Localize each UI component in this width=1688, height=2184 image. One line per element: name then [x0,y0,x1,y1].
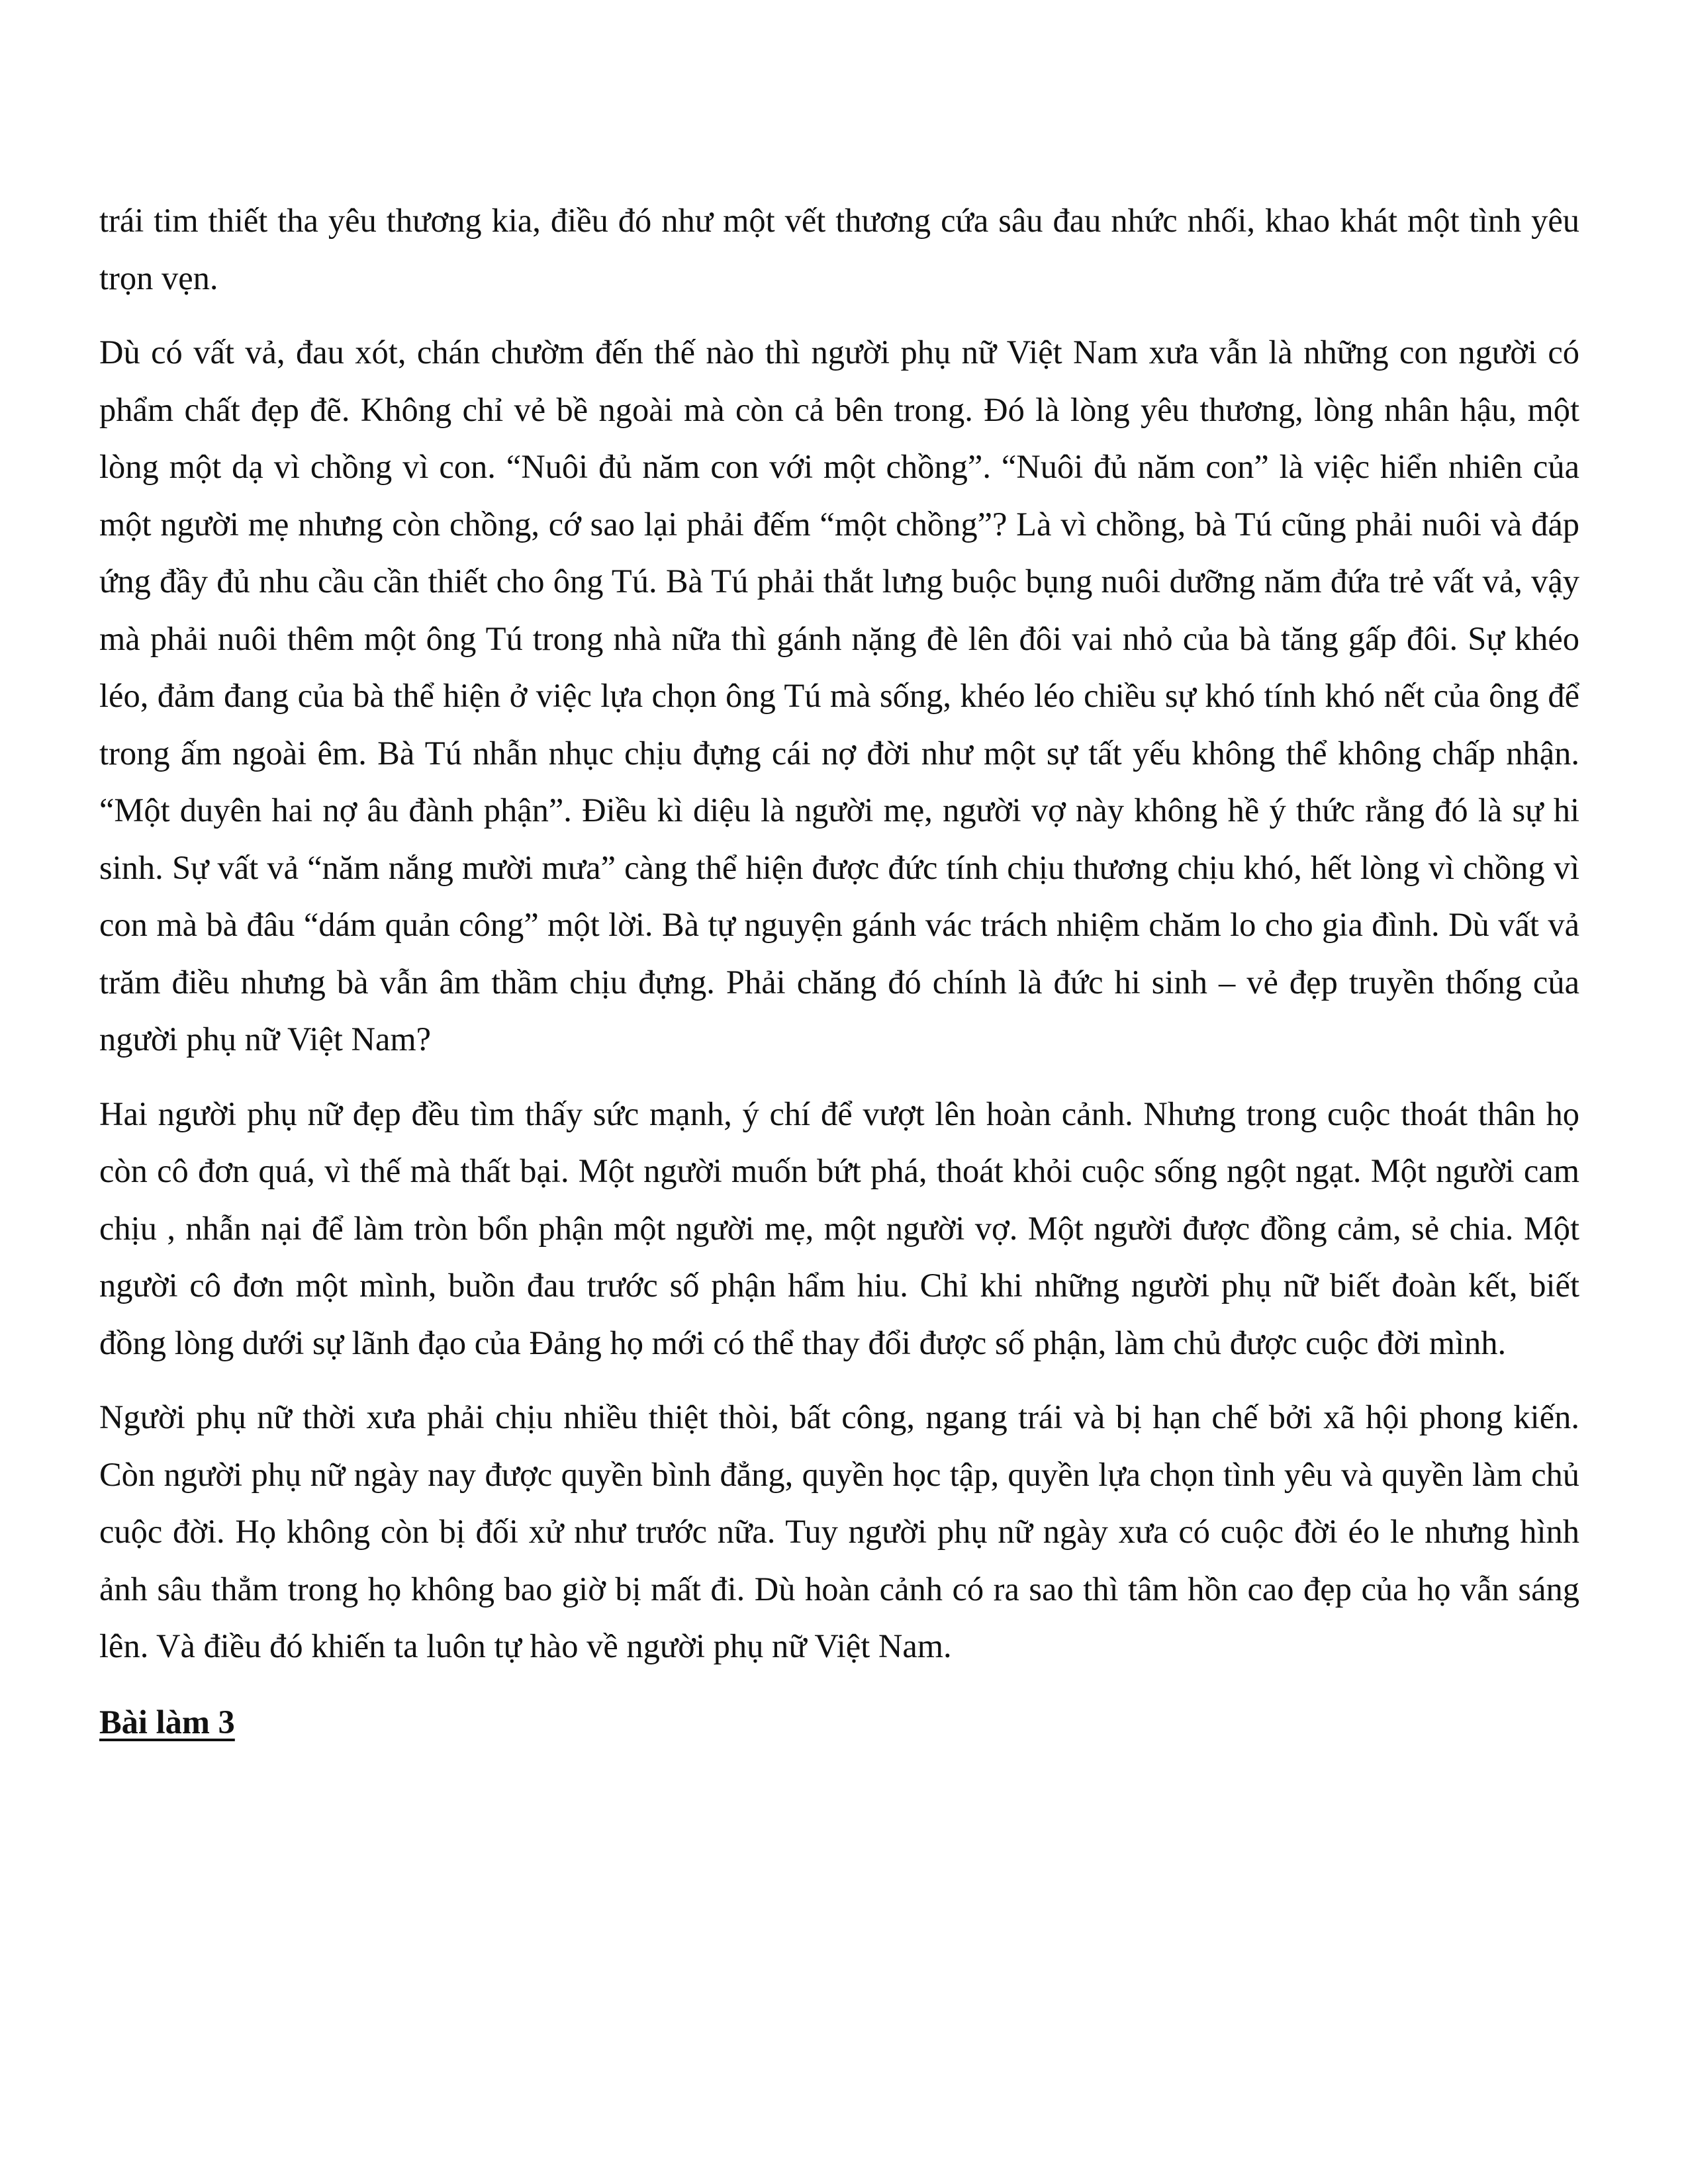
paragraph-1: trái tim thiết tha yêu thương kia, điều đó như một vết thương cứa sâu đau nhức nhối, khao khát một tình yêu trọn vẹn. [99,202,1579,296]
paragraph-4: Người phụ nữ thời xưa phải chịu nhiều thiệt thòi, bất công, ngang trái và bị hạn chế bởi xã hội phong kiến. Còn người phụ nữ ngày nay được quyền bình đẳng, quyền học tập, quyền lựa chọn tình yêu và quyền làm chủ cuộc đời. Họ không còn bị đối xử như trước nữa. Tuy người phụ nữ ngày xưa có cuộc đời éo le nhưng hình ảnh sâu thẳm trong họ không bao giờ bị mất đi. Dù hoàn cảnh có ra sao thì tâm hồn cao đẹp của họ vẫn sáng lên. Và điều đó khiến ta luôn tự hào về người phụ nữ Việt Nam. [99,1398,1579,1664]
section-heading: Bài làm 3 [99,1703,235,1741]
paragraph-3: Hai người phụ nữ đẹp đều tìm thấy sức mạnh, ý chí để vượt lên hoàn cảnh. Nhưng trong cuộc thoát thân họ còn cô đơn quá, vì thế mà thất bại. Một người muốn bứt phá, thoát khỏi cuộc sống ngột ngạt. Một người cam chịu , nhẫn nại để làm tròn bổn phận một người mẹ, một người vợ. Một người được đồng cảm, sẻ chia. Một người cô đơn một mình, buồn đau trước số phận hẩm hiu. Chỉ khi những người phụ nữ biết đoàn kết, biết đồng lòng dưới sự lãnh đạo của Đảng họ mới có thể thay đổi được số phận, làm chủ được cuộc đời mình. [99,1095,1579,1361]
paragraph-2: Dù có vất vả, đau xót, chán chườm đến thế nào thì người phụ nữ Việt Nam xưa vẫn là những con người có phẩm chất đẹp đẽ. Không chỉ vẻ bề ngoài mà còn cả bên trong. Đó là lòng yêu thương, lòng nhân hậu, một lòng một dạ vì chồng vì con. “Nuôi đủ năm con với một chồng”. “Nuôi đủ năm con” là việc hiển nhiên của một người mẹ nhưng còn chồng, cớ sao lại phải đếm “một chồng”? Là vì chồng, bà Tú cũng phải nuôi và đáp ứng đầy đủ nhu cầu cần thiết cho ông Tú. Bà Tú phải thắt lưng buộc bụng nuôi dưỡng năm đứa trẻ vất vả, vậy mà phải nuôi thêm một ông Tú trong nhà nữa thì gánh nặng đè lên đôi vai nhỏ của bà tăng gấp đôi. Sự khéo léo, đảm đang của bà thể hiện ở việc lựa chọn ông Tú mà sống, khéo léo chiều sự khó tính khó nết của ông để trong ấm ngoài êm. Bà Tú nhẫn nhục chịu đựng cái nợ đời như một sự tất yếu không thể không chấp nhận. “Một duyên hai nợ âu đành phận”. Điều kì diệu là người mẹ, người vợ này không hề ý thức rằng đó là sự hi sinh. Sự vất vả “năm nắng mười mưa” càng thể hiện được đức tính chịu thương chịu khó, hết lòng vì chồng vì con mà bà đâu “dám quản công” một lời. Bà tự nguyện gánh vác trách nhiệm chăm lo cho gia đình. Dù vất vả trăm điều nhưng bà vẫn âm thầm chịu đựng. Phải chăng đó chính là đức hi sinh – vẻ đẹp truyền thống của người phụ nữ Việt Nam? [99,334,1579,1058]
document-page [99,192,1579,1751]
